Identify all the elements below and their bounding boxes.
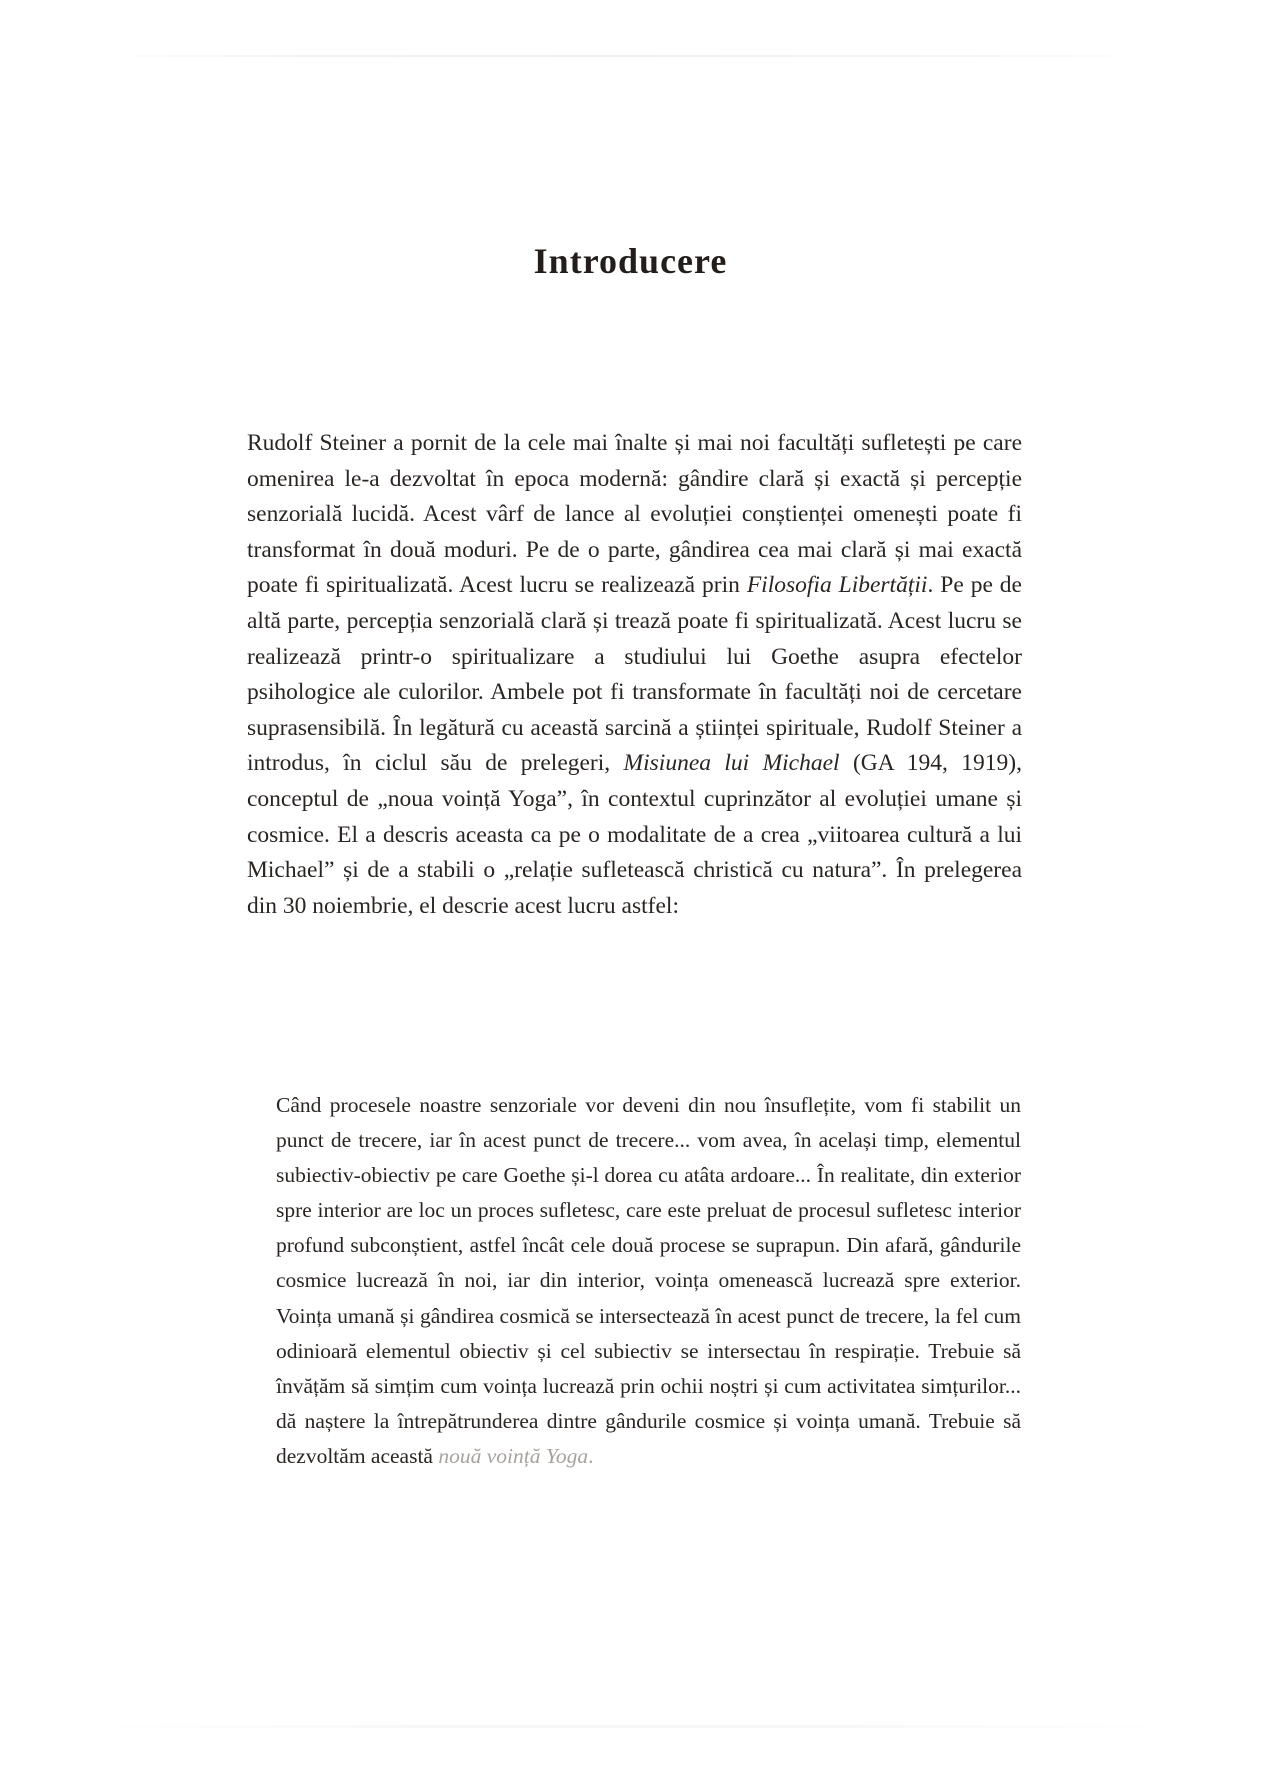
paragraph-part-3: (GA 194, 1919), conceptul de „noua voință Yoga”, în contextul cuprinzător al evoluției umane și cosmice. El a descris aceasta ca pe o modalitate de a crea „viitoarea cultură a lui Michael” și de a stabili o „relație sufletească christică cu natura”. În prelegerea din 30 noiembrie, el descrie acest lucru astfel: [247, 750, 1023, 919]
block-quote [276, 1088, 1021, 1474]
quote-italic-ending: nouă voință Yoga [438, 1443, 589, 1468]
paragraph-part-2: . Pe pe de altă parte, percepția senzorială clară și trează poate fi spiritualizată. Acest lucru se realizează printr-o spiritualizare a studiului lui Goethe asupra efectelor psihologice ale culorilor. Ambele pot fi transformate în facultăți noi de cercetare suprasensibilă. În legătură cu această sarcină a științei spirituale, Rudolf Steiner a introdus, în ciclul său de prelegeri, [247, 572, 1022, 777]
page-top-edge [95, 55, 1165, 57]
chapter-title: Introducere [533, 241, 728, 281]
page-bottom-edge [95, 1725, 1165, 1728]
quote-period: . [588, 1443, 594, 1468]
paragraph-part-1: Rudolf Steiner a pornit de la cele mai înalte și mai noi facultăți sufletești pe care omenirea le-a dezvoltat în epoca modernă: gândire clară și exactă și percepție senzorială lucidă. Acest vârf de lance al evoluției conștienței omenești poate fi transformat în două moduri. Pe de o parte, gândirea cea mai clară și mai exactă poate fi spiritualizată. Acest lucru se realizează prin [247, 430, 1022, 599]
quote-text: Când procesele noastre senzoriale vor deveni din nou însuflețite, vom fi stabilit un punct de trecere, iar în acest punct de trecere... vom avea, în același timp, elementul subiectiv-obiectiv pe care Goethe și-l dorea cu atâta ardoare... În realitate, din exterior spre interior are loc un proces sufletesc, care este preluat de procesul sufletesc interior profund subconștient, astfel încât cele două procese se suprapun. Din afară, gândurile cosmice lucrează în noi, iar din interior, voința omenească lucrează spre exterior. Voința umană și gândirea cosmică se intersectează în acest punct de trecere, la fel cum odinioară elementul obiectiv și cel subiectiv se intersectau în respirație. Trebuie să învățăm să simțim cum voința lucrează prin ochii noștri și cum activitatea simțurilor... dă naștere la întrepătrunderea dintre gândurile cosmice și voința umană. Trebuie să dezvoltăm această [276, 1093, 1021, 1468]
book-title-misiunea: Misiunea lui Michael [623, 750, 840, 777]
body-paragraph [247, 426, 1022, 924]
book-title-filosofia: Filosofia Libertății [746, 572, 928, 599]
